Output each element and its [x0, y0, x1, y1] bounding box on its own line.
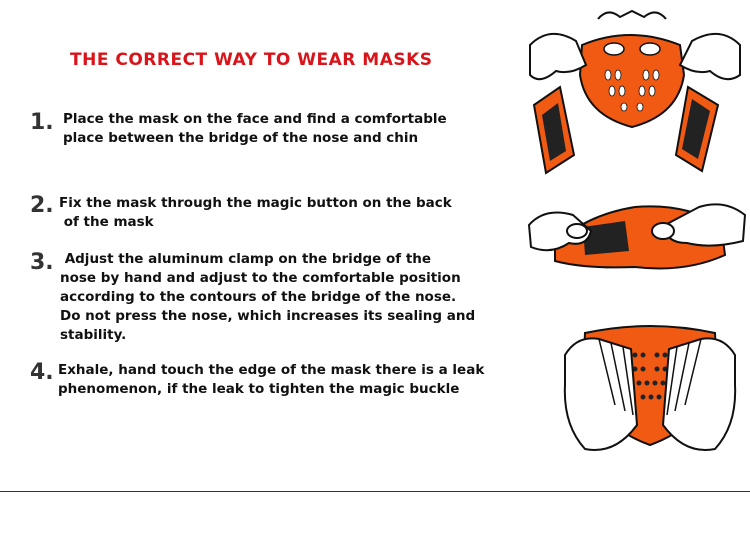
- step-text-line: Do not press the nose, which increases its sealing and: [60, 308, 476, 324]
- hands-fastening-mask-icon: [525, 185, 750, 285]
- hands-holding-mask-icon: [520, 5, 750, 180]
- step-number: 2.: [30, 193, 54, 218]
- hands-pressing-mask-icon: [555, 315, 745, 465]
- step-text-line: Adjust the aluminum clamp on the bridge of the: [60, 251, 432, 267]
- step-text-line: Place the mask on the face and find a comfortable: [63, 111, 447, 127]
- step-text-line: nose by hand and adjust to the comfortable position: [60, 270, 461, 286]
- step-number: 4.: [30, 360, 54, 385]
- step-text-line: according to the contours of the bridge of the nose.: [60, 289, 457, 305]
- step-text-line: Exhale, hand touch the edge of the mask there is a leak: [58, 362, 485, 378]
- step-text-line: stability.: [60, 327, 127, 343]
- step-text-line: of the mask: [59, 214, 154, 230]
- step-text-line: Fix the mask through the magic button on the back: [59, 195, 452, 211]
- step-number: 3.: [30, 250, 54, 275]
- step-number: 1.: [30, 110, 54, 135]
- step-text-line: phenomenon, if the leak to tighten the magic buckle: [58, 381, 460, 397]
- page-title: THE CORRECT WAY TO WEAR MASKS: [70, 50, 433, 70]
- divider: [0, 491, 750, 492]
- step-text-line: place between the bridge of the nose and chin: [63, 130, 419, 146]
